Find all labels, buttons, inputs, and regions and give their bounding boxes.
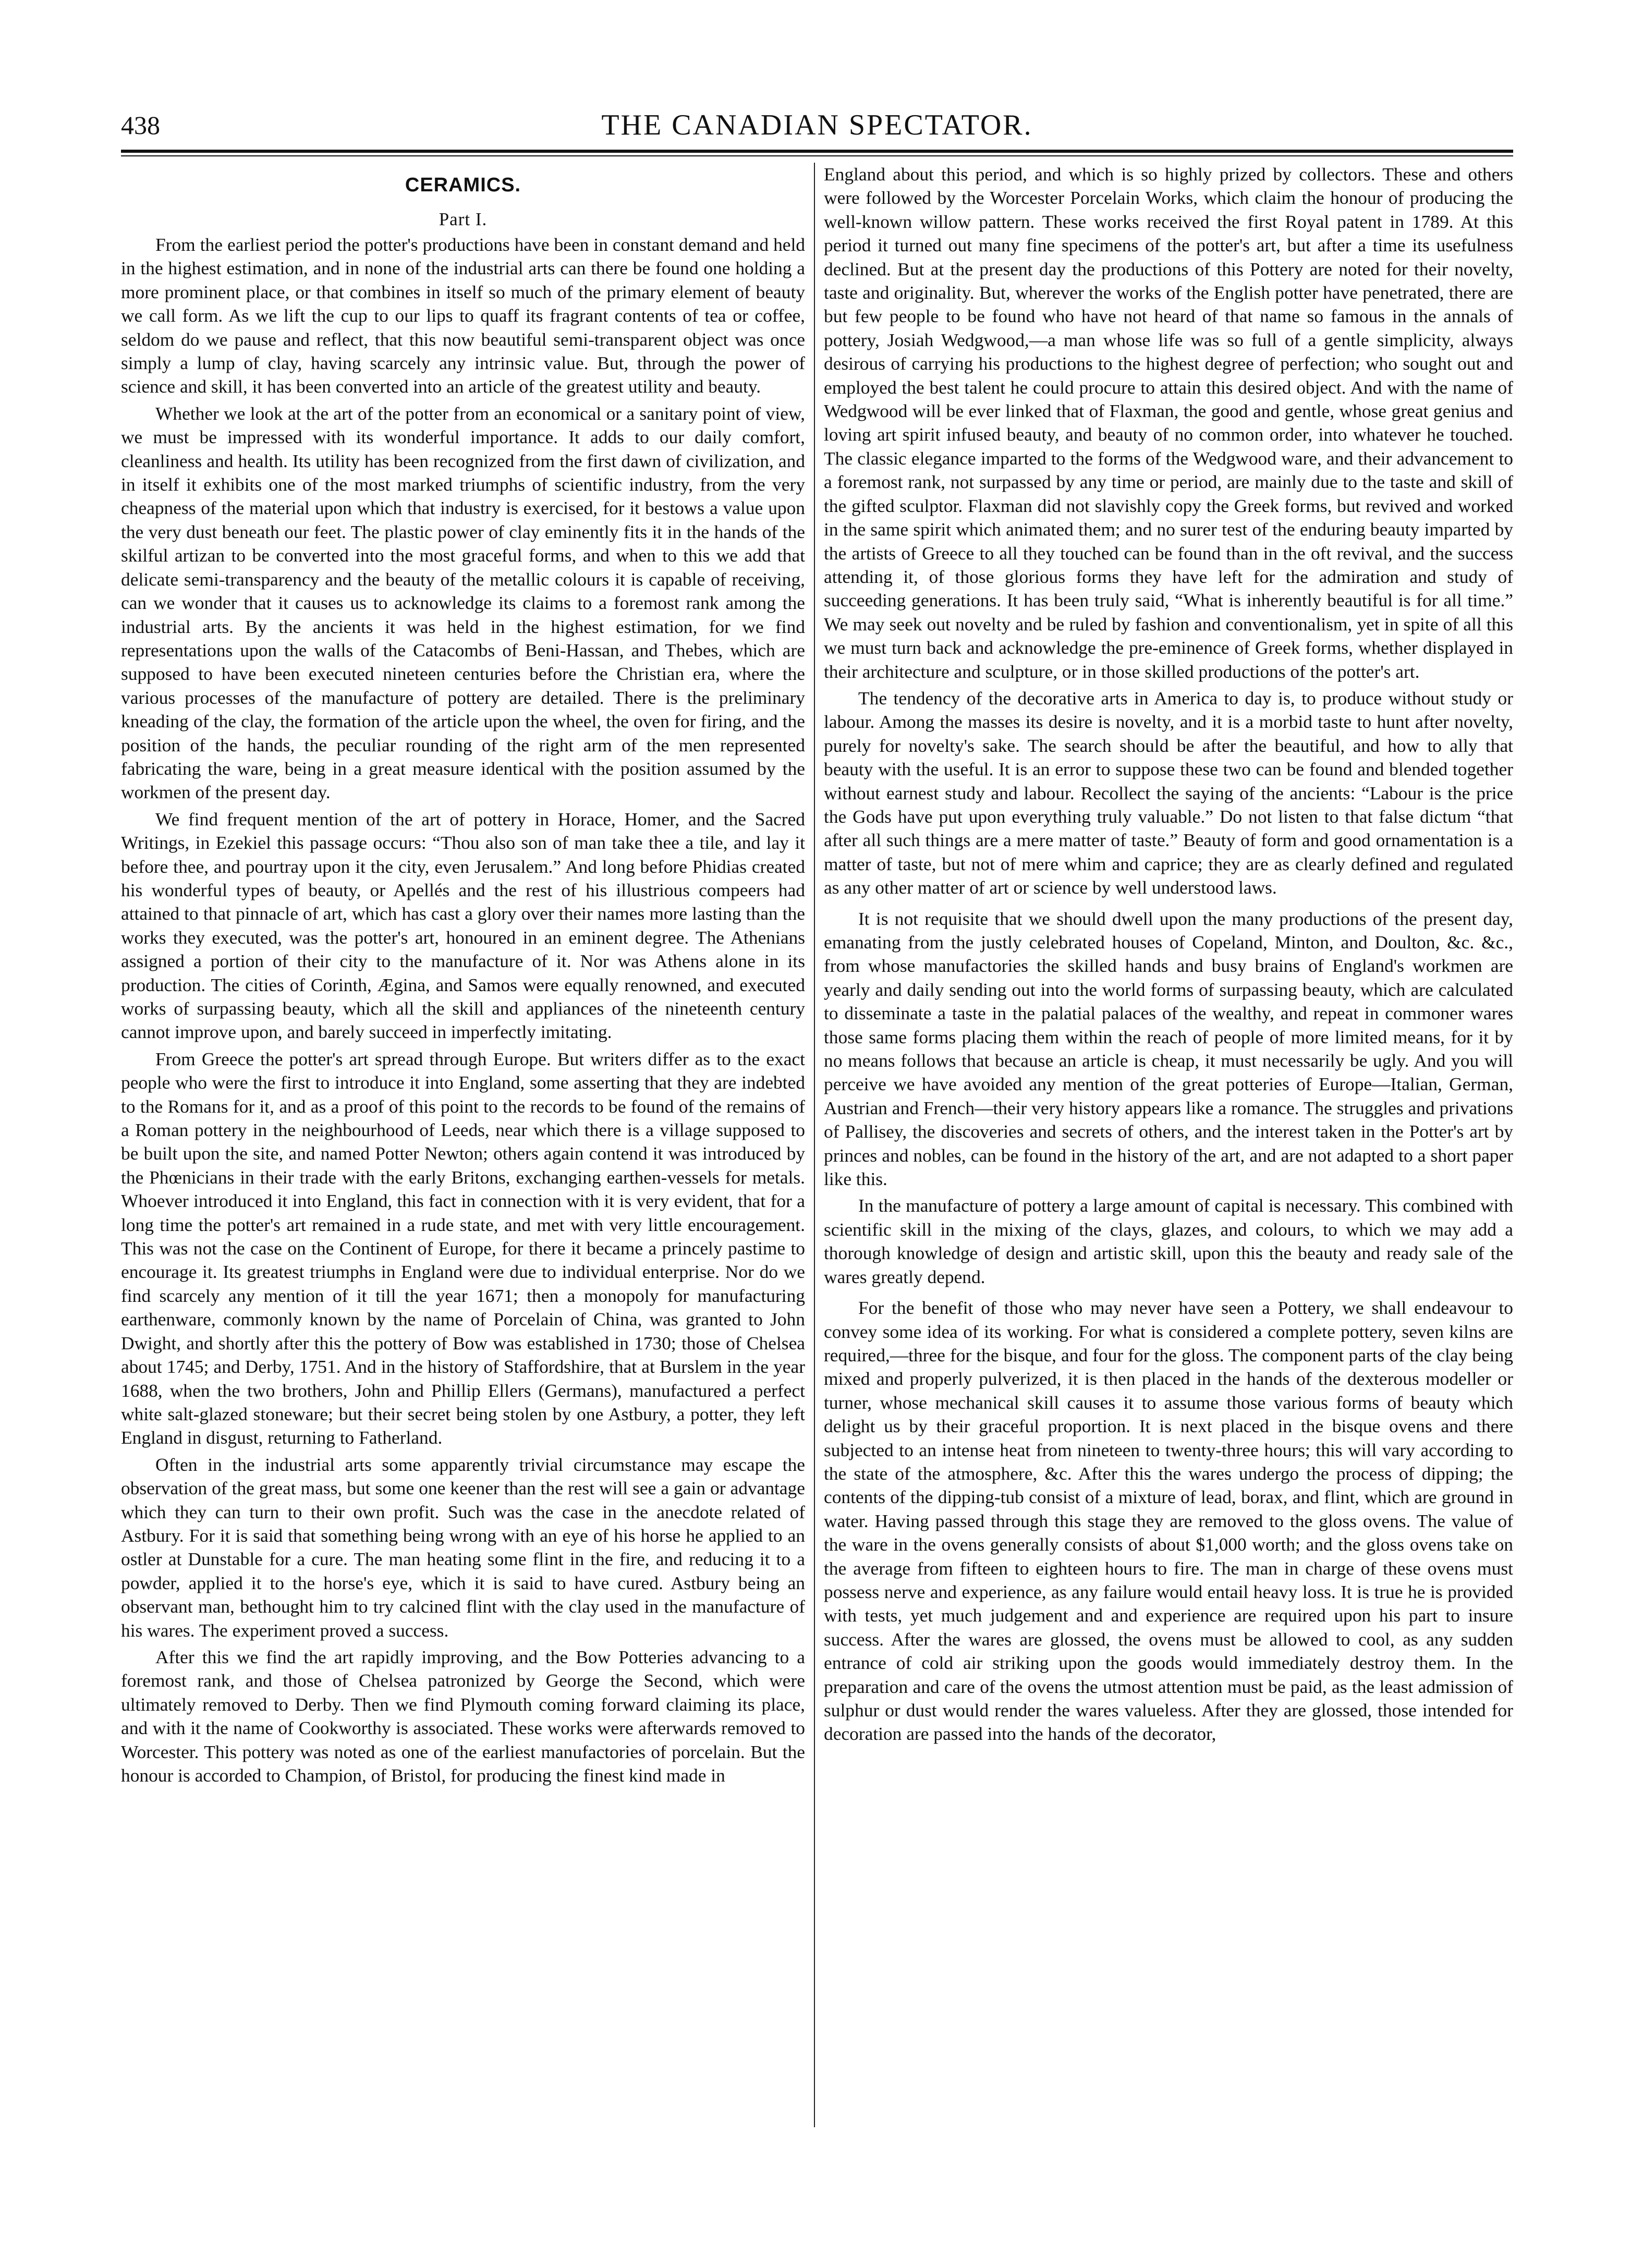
- paragraph: It is not requisite that we should dwell upon the many productions of the present day, emanating from the justly celebrated houses of Copeland, Minton, and Doulton, &c. &c., from whose manufactories the skilled hands and busy brains of England's workmen are yearly and daily sending out into the world forms of surpassing beauty, which are calculated to disseminate a taste in the palatial palaces of the wealthy, and repeat in commoner wares those same forms placing them within the reach of people of more limited means, for it by no means follows that because an article is cheap, it must necessarily be ugly. And you will perceive we have avoided any mention of the great potteries of Europe—Italian, German, Austrian and French—their very history appears like a romance. The struggles and privations of Pallisey, the discoveries and secrets of others, and the interest taken in the Potter's art by princes and nobles, can be found in the history of the art, and are not adapted to a short paper like this.: [824, 908, 1513, 1190]
- paragraph: From Greece the potter's art spread through Europe. But writers differ as to the exact people who were the first to introduce it into England, some asserting that they are indebted to the Romans for it, and as a proof of this point to the records to be found of the remains of a Roman pottery in the neighbourhood of Leeds, near which there is a village supposed to be built upon the site, and named Potter Newton; others again contend it was introduced by the Phœnicians in their trade with the early Britons, exchanging earthen-vessels for metals. Whoever introduced it into England, this fact in connection with it is very evident, that for a long time the potter's art remained in a rude state, and met with very little encouragement. This was not the case on the Continent of Europe, for there it became a princely pastime to encourage it. Its greatest triumphs in England were due to individual enterprise. Nor do we find scarcely any mention of it till the year 1671; then a monopoly for manufacturing earthenware, commonly known by the name of Porcelain of China, was granted to John Dwight, and shortly after this the pottery of Bow was established in 1730; those of Chelsea about 1745; and Derby, 1751. And in the history of Staffordshire, that at Burslem in the year 1688, when the two brothers, John and Phillip Ellers (Germans), manufactured a perfect white salt-glazed stoneware; but their secret being stolen by one Astbury, a potter, they left England in disgust, returning to Fatherland.: [121, 1048, 805, 1448]
- article-title: CERAMICS.: [405, 174, 521, 196]
- right-column: [824, 163, 1513, 1749]
- paragraph: In the manufacture of pottery a large amount of capital is necessary. This combined with scientific skill in the mixing of the clays, glazes, and colours, to which we may add a thorough knowledge of design and artistic skill, upon this the beauty and ready sale of the wares greatly depend.: [824, 1195, 1513, 1287]
- paragraph: Often in the industrial arts some apparently trivial circumstance may escape the observation of the great mass, but some one keener than the rest will see a gain or advantage which they can turn to their own profit. Such was the case in the anecdote related of Astbury. For it is said that something being wrong with an eye of his horse he applied to an ostler at Dunstable for a cure. The man heating some flint in the fire, and reducing it to a powder, applied it to the horse's eye, which it is said to have cured. Astbury being an observant man, bethought him to try calcined flint with the clay used in the manufacture of his wares. The experiment proved a success.: [121, 1454, 805, 1641]
- part-heading: Part I.: [439, 209, 488, 229]
- left-column: [121, 163, 805, 1790]
- paragraph: We find frequent mention of the art of pottery in Horace, Homer, and the Sacred Writings, in Ezekiel this passage occurs: “Thou also son of man take thee a tile, and lay it before thee, and pourtray upon it the city, even Jerusalem.” And long before Phidias created his wonderful types of beauty, or Apellés and the rest of his illustrious compeers had attained to that pinnacle of art, which has cast a glory over their names more lasting than the works they executed, was the potter's art, honoured in an eminent degree. The Athenians assigned a portion of their city to the manufacture of it. Nor was Athens alone in its production. The cities of Corinth, Ægina, and Samos were equally renowned, and executed works of surpassing beauty, which all the skill and appliances of the nineteenth century cannot improve upon, and barely succeed in imperfectly imitating.: [121, 808, 805, 1043]
- paragraph: From the earliest period the potter's productions have been in constant demand and held in the highest estimation, and in none of the industrial arts can there be found one holding a more prominent place, or that combines in itself so much of the primary element of beauty we call form. As we lift the cup to our lips to quaff its fragrant contents of tea or coffee, seldom do we pause and reflect, that this now beautiful semi-transparent object was once simply a lump of clay, having scarcely any intrinsic value. But, through the power of science and skill, it has been converted into an article of the greatest utility and beauty.: [121, 234, 805, 397]
- header-rule-thick: [121, 150, 1513, 153]
- paragraph: After this we find the art rapidly improving, and the Bow Potteries advancing to a foremost rank, and those of Chelsea patronized by George the Second, which were ultimately removed to Derby. Then we find Plymouth coming forward claiming its place, and with it the name of Cookworthy is associated. These works were afterwards removed to Worcester. This pottery was noted as one of the earliest manufactories of porcelain. But the honour is accorded to Champion, of Bristol, for producing the finest kind made in: [121, 1646, 805, 1786]
- paragraph: England about this period, and which is so highly prized by collectors. These and others were followed by the Worcester Porcelain Works, which claim the honour of producing the well-known willow pattern. These works received the first Royal patent in 1789. At this period it turned out many fine specimens of the potter's art, but after a time its usefulness declined. But at the present day the productions of this Pottery are noted for their novelty, taste and originality. But, wherever the works of the English potter have penetrated, there are but few people to be found who have not heard of that name so famous in the annals of pottery, Josiah Wedgwood,—a man whose life was so full of a gentle simplicity, always desirous of carrying his productions to the highest degree of perfection; who sought out and employed the best talent he could procure to attain this desired object. And with the name of Wedgwood will be ever linked that of Flaxman, the good and gentle, whose great genius and loving art spirit infused beauty, and beauty of no common order, into whatever he touched. The classic elegance imparted to the forms of the Wedgwood ware, and their advancement to a foremost rank, not surpassed by any time or period, are mainly due to the taste and skill of the gifted sculptor. Flaxman did not slavishly copy the Greek forms, but revived and worked in the same spirit which animated them; and no surer test of the enduring beauty imparted by the artists of Greece to all they touched can be found than in the oft revival, and the success attending it, of those glorious forms they have left for the admiration and study of succeeding generations. It has been truly said, “What is inherently beautiful is for all time.” We may seek out novelty and be ruled by fashion and conventionalism, yet in spite of all this we must turn back and acknowledge the pre-eminence of Greek forms, whether displayed in their architecture and sculpture, or in those skilled productions of the potter's art.: [824, 164, 1513, 682]
- header-rule-thin: [121, 155, 1513, 156]
- paragraph: For the benefit of those who may never have seen a Pottery, we shall endeavour to convey some idea of its working. For what is considered a complete pottery, seven kilns are required,—three for the bisque, and four for the gloss. The component parts of the clay being mixed and properly pulverized, it is then placed in the hands of the dexterous modeller or turner, whose mechanical skill causes it to assume those various forms of beauty which delight us by their graceful proportion. It is next placed in the bisque ovens and there subjected to an intense heat from nineteen to twenty-three hours; this will vary according to the state of the atmosphere, &c. After this the wares undergo the process of dipping; the contents of the dipping-tub consist of a mixture of lead, borax, and flint, which are ground in water. Having passed through this stage they are removed to the gloss ovens. The value of the ware in the ovens generally consists of about $1,000 worth; and the gloss ovens take on the average from fifteen to eighteen hours to fire. The man in charge of these ovens must possess nerve and experience, as any failure would entail heavy loss. It is true he is provided with tests, yet much judgement and and experience are required upon his part to insure success. After the wares are glossed, the ovens must be allowed to cool, as any sudden entrance of cold air striking upon the goods would immediately destroy them. In the preparation and care of the ovens the utmost attention must be paid, as the least admission of sulphur or dust would render the wares valueless. After they are glossed, those intended for decoration are passed into the hands of the decorator,: [824, 1297, 1513, 1745]
- column-divider: [814, 163, 815, 2127]
- page-header: [121, 104, 1513, 146]
- page-number: 438: [121, 111, 160, 140]
- paragraph: Whether we look at the art of the potter from an economical or a sanitary point of view, we must be impressed with its wonderful importance. It adds to our daily comfort, cleanliness and health. Its utility has been recognized from the first dawn of civilization, and in itself it exhibits one of the most marked triumphs of scientific industry, from the very cheapness of the material upon which that industry is exercised, for it bestows a value upon the very dust beneath our feet. The plastic power of clay eminently fits it in the hands of the skilful artizan to be converted into the most graceful forms, and when to this we add that delicate semi-transparency and the beauty of the metallic colours it is capable of receiving, can we wonder that it causes us to acknowledge its claims to a foremost rank among the industrial arts. By the ancients it was held in the highest estimation, for we find representations upon the walls of the Catacombs of Beni-Hassan, and Thebes, which are supposed to have been executed nineteen centuries before the Christian era, where the various processes of the manufacture of pottery are detailed. There is the preliminary kneading of the clay, the formation of the article upon the wheel, the oven for firing, and the position of the hands, the peculiar rounding of the right arm of the men represented fabricating the ware, being in a great measure identical with the position assumed by the workmen of the present day.: [121, 403, 805, 803]
- paragraph: The tendency of the decorative arts in America to day is, to produce without study or labour. Among the masses its desire is novelty, and it is a morbid taste to hunt after novelty, purely for novelty's sake. The search should be after the beautiful, and how to ally that beauty with the useful. It is an error to suppose these two can be found and blended together without earnest study and labour. Recollect the saying of the ancients: “Labour is the price the Gods have put upon everything truly valuable.” Do not listen to that false dictum “that after all such things are a mere matter of taste.” Beauty of form and good ornamentation is a matter of taste, but not of mere whim and caprice; they are as clearly defined and regulated as any other matter of art or science by well understood laws.: [824, 687, 1513, 898]
- journal-title: THE CANADIAN SPECTATOR.: [601, 109, 1033, 141]
